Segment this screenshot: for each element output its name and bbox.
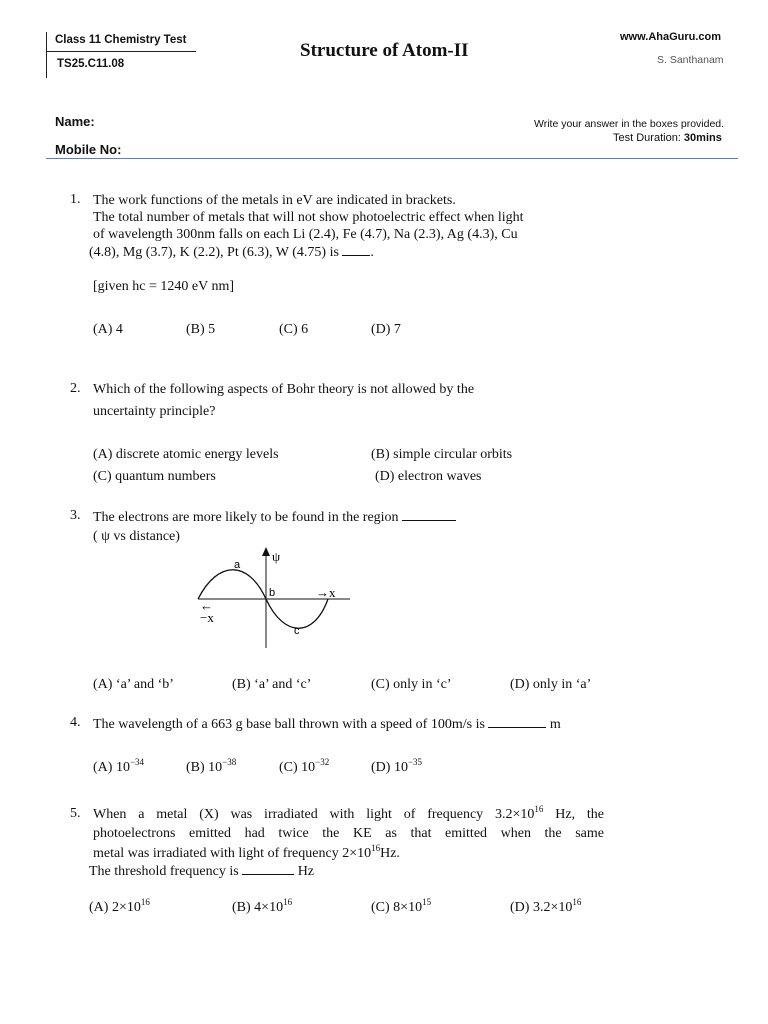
question-5-frequency-1-value: 3.2×10 — [495, 807, 535, 822]
q5-option-c-exp: 15 — [422, 897, 432, 907]
region-b-label: b — [269, 587, 276, 599]
q5-option-b-base: 4×10 — [254, 900, 284, 915]
q5-option-a-exp: 16 — [140, 897, 150, 907]
question-3-number: 3. — [70, 508, 81, 523]
header-box-divider — [46, 51, 196, 52]
question-5-line-2: photoelectrons emitted had twice the KE as that emitted when the same — [93, 826, 604, 841]
q5-option-d-base: 3.2×10 — [532, 900, 573, 915]
question-4-line-1 — [93, 715, 561, 733]
q1-option-b[interactable]: (B) 5 — [186, 322, 216, 337]
question-4-number: 4. — [70, 715, 81, 730]
q4-option-c-base: 10 — [301, 760, 316, 775]
question-5-frequency-2-exp: 16 — [371, 843, 381, 853]
q4-option-b-label: (B) — [186, 760, 205, 775]
author-label: S. Santhanam — [657, 54, 724, 66]
q4-option-a-exp: −34 — [129, 757, 145, 767]
mobile-label: Mobile No: — [55, 142, 122, 157]
q2-option-c[interactable]: (C) quantum numbers — [93, 469, 216, 484]
test-code: TS25.C11.08 — [57, 58, 125, 70]
question-4-line-1-text: The wavelength of a 663 g base ball thrown with a speed of 100m/s is — [93, 717, 485, 732]
q4-option-a-base: 10 — [115, 760, 130, 775]
question-3-line-1-text: The electrons are more likely to be found in the region — [93, 510, 399, 525]
q4-option-c[interactable] — [279, 757, 330, 776]
q2-option-d[interactable]: (D) electron waves — [375, 469, 482, 484]
question-5-line-4 — [89, 862, 314, 880]
q4-option-d-label: (D) — [371, 760, 391, 775]
question-1-line-1: The work functions of the metals in eV are indicated in brackets. — [93, 193, 456, 208]
duration-label: Test Duration: — [613, 132, 684, 144]
question-5-frequency-1-exp: 16 — [534, 804, 544, 814]
minus-x-arrow: ← — [200, 598, 213, 613]
q5-option-d-label: (D) — [510, 900, 530, 915]
q5-option-b[interactable] — [232, 897, 293, 916]
q2-option-a[interactable]: (A) discrete atomic energy levels — [93, 447, 279, 462]
q4-option-d-exp: −35 — [407, 757, 423, 767]
question-3-line-1 — [93, 508, 456, 526]
q4-option-d[interactable] — [371, 757, 423, 776]
answer-blank — [488, 715, 546, 728]
q5-option-c-label: (C) — [371, 900, 390, 915]
q5-option-d[interactable] — [510, 897, 582, 916]
q3-option-c[interactable]: (C) only in ‘c’ — [371, 677, 452, 692]
plus-x-label: →x — [316, 585, 336, 600]
region-a-label: a — [234, 559, 241, 571]
q5-option-b-exp: 16 — [283, 897, 293, 907]
question-1-line-4 — [89, 243, 374, 261]
question-1-line-4-text: (4.8), Mg (3.7), K (2.2), Pt (6.3), W (4.75) is — [89, 245, 339, 260]
minus-x-label: −x — [200, 610, 214, 625]
test-duration — [613, 132, 722, 144]
psi-label: ψ — [272, 549, 281, 564]
q5-option-c-base: 8×10 — [393, 900, 423, 915]
question-5-line-1 — [93, 806, 604, 823]
q5-option-d-exp: 16 — [572, 897, 582, 907]
q4-option-b-base: 10 — [208, 760, 223, 775]
header-separator — [46, 158, 738, 159]
question-5-line-3-text: metal was irradiated with light of frequency — [93, 846, 339, 861]
q3-option-a[interactable]: (A) ‘a’ and ‘b’ — [93, 677, 174, 692]
page-title: Structure of Atom-II — [300, 40, 469, 61]
wavefunction-graph — [190, 540, 360, 650]
region-c-label: c — [294, 625, 300, 637]
question-5-line-1-end: Hz, the — [555, 807, 605, 822]
instruction-text: Write your answer in the boxes provided. — [534, 118, 725, 130]
question-1-line-3: of wavelength 300nm falls on each Li (2.4), Fe (4.7), Na (2.3), Ag (4.3), Cu — [93, 227, 518, 242]
question-5-frequency-2-value: 2×10 — [342, 846, 372, 861]
q4-option-b[interactable] — [186, 757, 237, 776]
question-5-line-3-end: Hz. — [380, 846, 400, 861]
question-2-number: 2. — [70, 381, 81, 396]
q5-option-b-label: (B) — [232, 900, 251, 915]
q5-option-c[interactable] — [371, 897, 432, 916]
psi-axis-arrowhead — [262, 547, 270, 556]
q5-option-a[interactable] — [89, 897, 150, 916]
q1-option-d[interactable]: (D) 7 — [371, 322, 401, 337]
question-3-line-2: ( ψ vs distance) — [93, 529, 180, 544]
q5-option-a-label: (A) — [89, 900, 109, 915]
question-1-number: 1. — [70, 192, 81, 207]
q4-option-c-exp: −32 — [315, 757, 330, 767]
question-1-given: [given hc = 1240 eV nm] — [93, 279, 234, 294]
answer-blank — [402, 508, 456, 521]
answer-blank — [342, 243, 370, 256]
q4-option-d-base: 10 — [393, 760, 408, 775]
q5-option-a-base: 2×10 — [111, 900, 141, 915]
q1-option-c[interactable]: (C) 6 — [279, 322, 309, 337]
question-5-line-4-text: The threshold frequency is — [89, 864, 239, 879]
q3-option-d[interactable]: (D) only in ‘a’ — [510, 677, 592, 692]
question-5-frequency-1 — [495, 804, 544, 822]
question-5-line-4-unit: Hz — [297, 864, 315, 879]
duration-value: 30mins — [683, 132, 722, 144]
question-1-line-4-end: . — [370, 245, 374, 260]
question-2-line-1: Which of the following aspects of Bohr theory is not allowed by the — [93, 382, 475, 397]
question-5-line-1-text: When a metal (X) was irradiated with light of frequency — [93, 807, 484, 822]
q4-option-b-exp: −38 — [222, 757, 237, 767]
q4-option-a-label: (A) — [93, 760, 113, 775]
q4-option-c-label: (C) — [279, 760, 298, 775]
name-label: Name: — [55, 114, 95, 129]
question-5-number: 5. — [70, 806, 81, 821]
question-2-line-2: uncertainty principle? — [93, 404, 216, 419]
q4-option-a[interactable] — [93, 757, 145, 776]
class-label: Class 11 Chemistry Test — [55, 34, 187, 46]
q3-option-b[interactable]: (B) ‘a’ and ‘c’ — [232, 677, 312, 692]
question-5-line-3 — [93, 845, 400, 862]
website-label: www.AhaGuru.com — [620, 31, 722, 43]
question-4-unit: m — [549, 717, 561, 732]
q1-option-a[interactable]: (A) 4 — [93, 322, 123, 337]
question-1-line-2: The total number of metals that will not show photoelectric effect when light — [93, 210, 524, 225]
q2-option-b[interactable]: (B) simple circular orbits — [371, 447, 513, 462]
answer-blank — [242, 862, 294, 875]
